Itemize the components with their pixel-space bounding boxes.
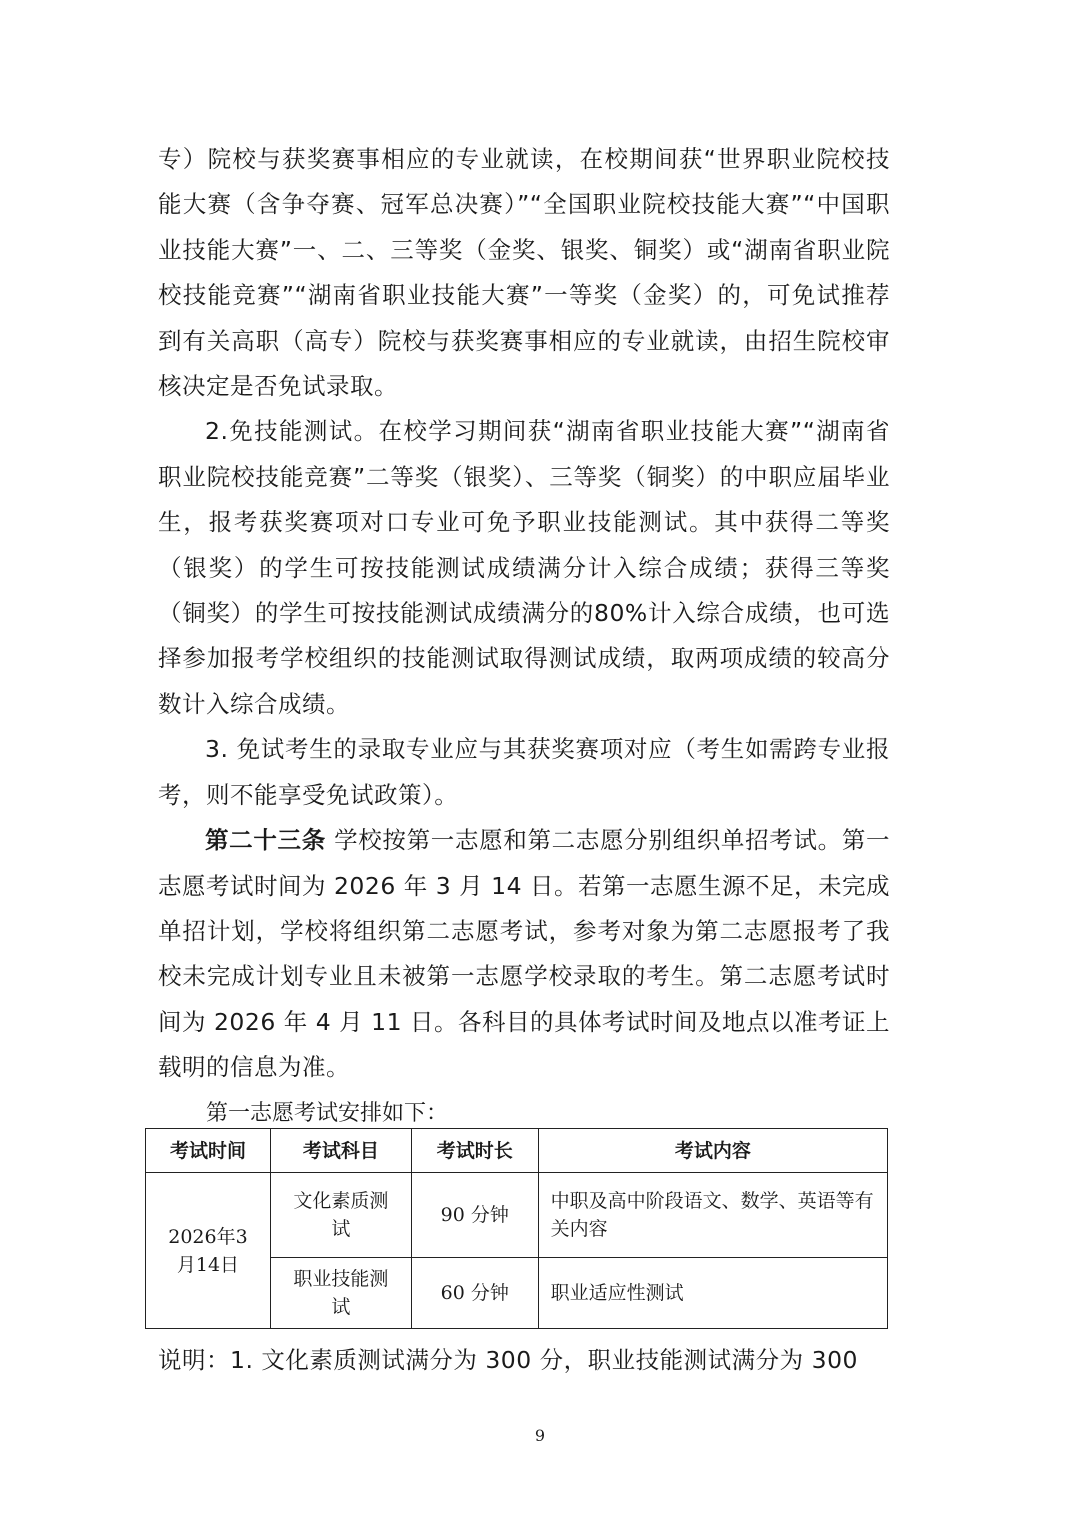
paragraph-skill-test-exemption: 2.免技能测试。在校学习期间获“湖南省职业技能大赛”“湖南省职业院校技能竞赛”二等奖（银奖）、三等奖（铜奖）的中职应届毕业生，报考获奖赛项对口专业可免予职业技能测试。其中获得二等奖（银奖）的学生可按技能测试成绩满分计入综合成绩；获得三等奖（铜奖）的学生可按技能测试成绩满分的80%计入综合成绩，也可选择参加报考学校组织的技能测试取得测试成绩，取两项成绩的较高分数计入综合成绩。 bbox=[158, 417, 890, 718]
subject-cell bbox=[270, 1173, 411, 1258]
body-text bbox=[158, 137, 890, 1091]
paragraph-exemption-continued: 专）院校与获奖赛事相应的专业就读，在校期间获“世界职业院校技能大赛（含争夺赛、冠军总决赛）”“全国职业院校技能大赛”“中国职业技能大赛”一、二、三等奖（金奖、银奖、铜奖）或“湖南省职业院校技能竞赛”“湖南省职业技能大赛”一等奖（金奖）的，可免试推荐到有关高职（高专）院校与获奖赛事相应的专业就读，由招生院校审核决定是否免试录取。 bbox=[158, 145, 890, 401]
header-exam-content: 考试内容 bbox=[538, 1129, 887, 1173]
exam-date-cell bbox=[146, 1173, 271, 1329]
article-label: 第二十三条 bbox=[205, 826, 326, 855]
table-header-row bbox=[146, 1129, 888, 1173]
exam-schedule-table bbox=[145, 1128, 888, 1329]
duration-cell: 90 分钟 bbox=[411, 1173, 538, 1258]
subject-text: 职业技能测试 bbox=[293, 1268, 389, 1318]
note-text: 说明：1. 文化素质测试满分为 300 分，职业技能测试满分为 300 bbox=[158, 1346, 859, 1374]
subject-cell bbox=[270, 1258, 411, 1329]
table-intro: 第一志愿考试安排如下： bbox=[206, 1101, 449, 1126]
article-text: 学校按第一志愿和第二志愿分别组织单招考试。第一志愿考试时间为 2026 年 3 月 14 日。若第一志愿生源不足，未完成单招计划，学校将组织第二志愿考试，参考对象为第二志愿报考了我校未完成计划专业且未被第一志愿学校录取的考生。第二志愿考试时间为 2026 年 4 月 11 日。各科目的具体考试时间及地点以准考证上载明的信息为准。 bbox=[158, 826, 891, 1082]
content-cell: 中职及高中阶段语文、数学、英语等有关内容 bbox=[538, 1173, 887, 1258]
table-row bbox=[146, 1173, 888, 1258]
subject-text: 文化素质测试 bbox=[293, 1190, 389, 1240]
content-cell: 职业适应性测试 bbox=[538, 1258, 887, 1329]
paragraph-article-23 bbox=[158, 818, 890, 1090]
duration-cell: 60 分钟 bbox=[411, 1258, 538, 1329]
page-number: 9 bbox=[534, 1426, 546, 1445]
exam-date: 2026年3月14日 bbox=[168, 1225, 248, 1276]
paragraph-major-matching: 3. 免试考生的录取专业应与其获奖赛项对应（考生如需跨专业报考，则不能享受免试政策）。 bbox=[158, 735, 890, 809]
header-exam-duration: 考试时长 bbox=[411, 1129, 538, 1173]
header-exam-time: 考试时间 bbox=[146, 1129, 271, 1173]
header-exam-subject: 考试科目 bbox=[270, 1129, 411, 1173]
